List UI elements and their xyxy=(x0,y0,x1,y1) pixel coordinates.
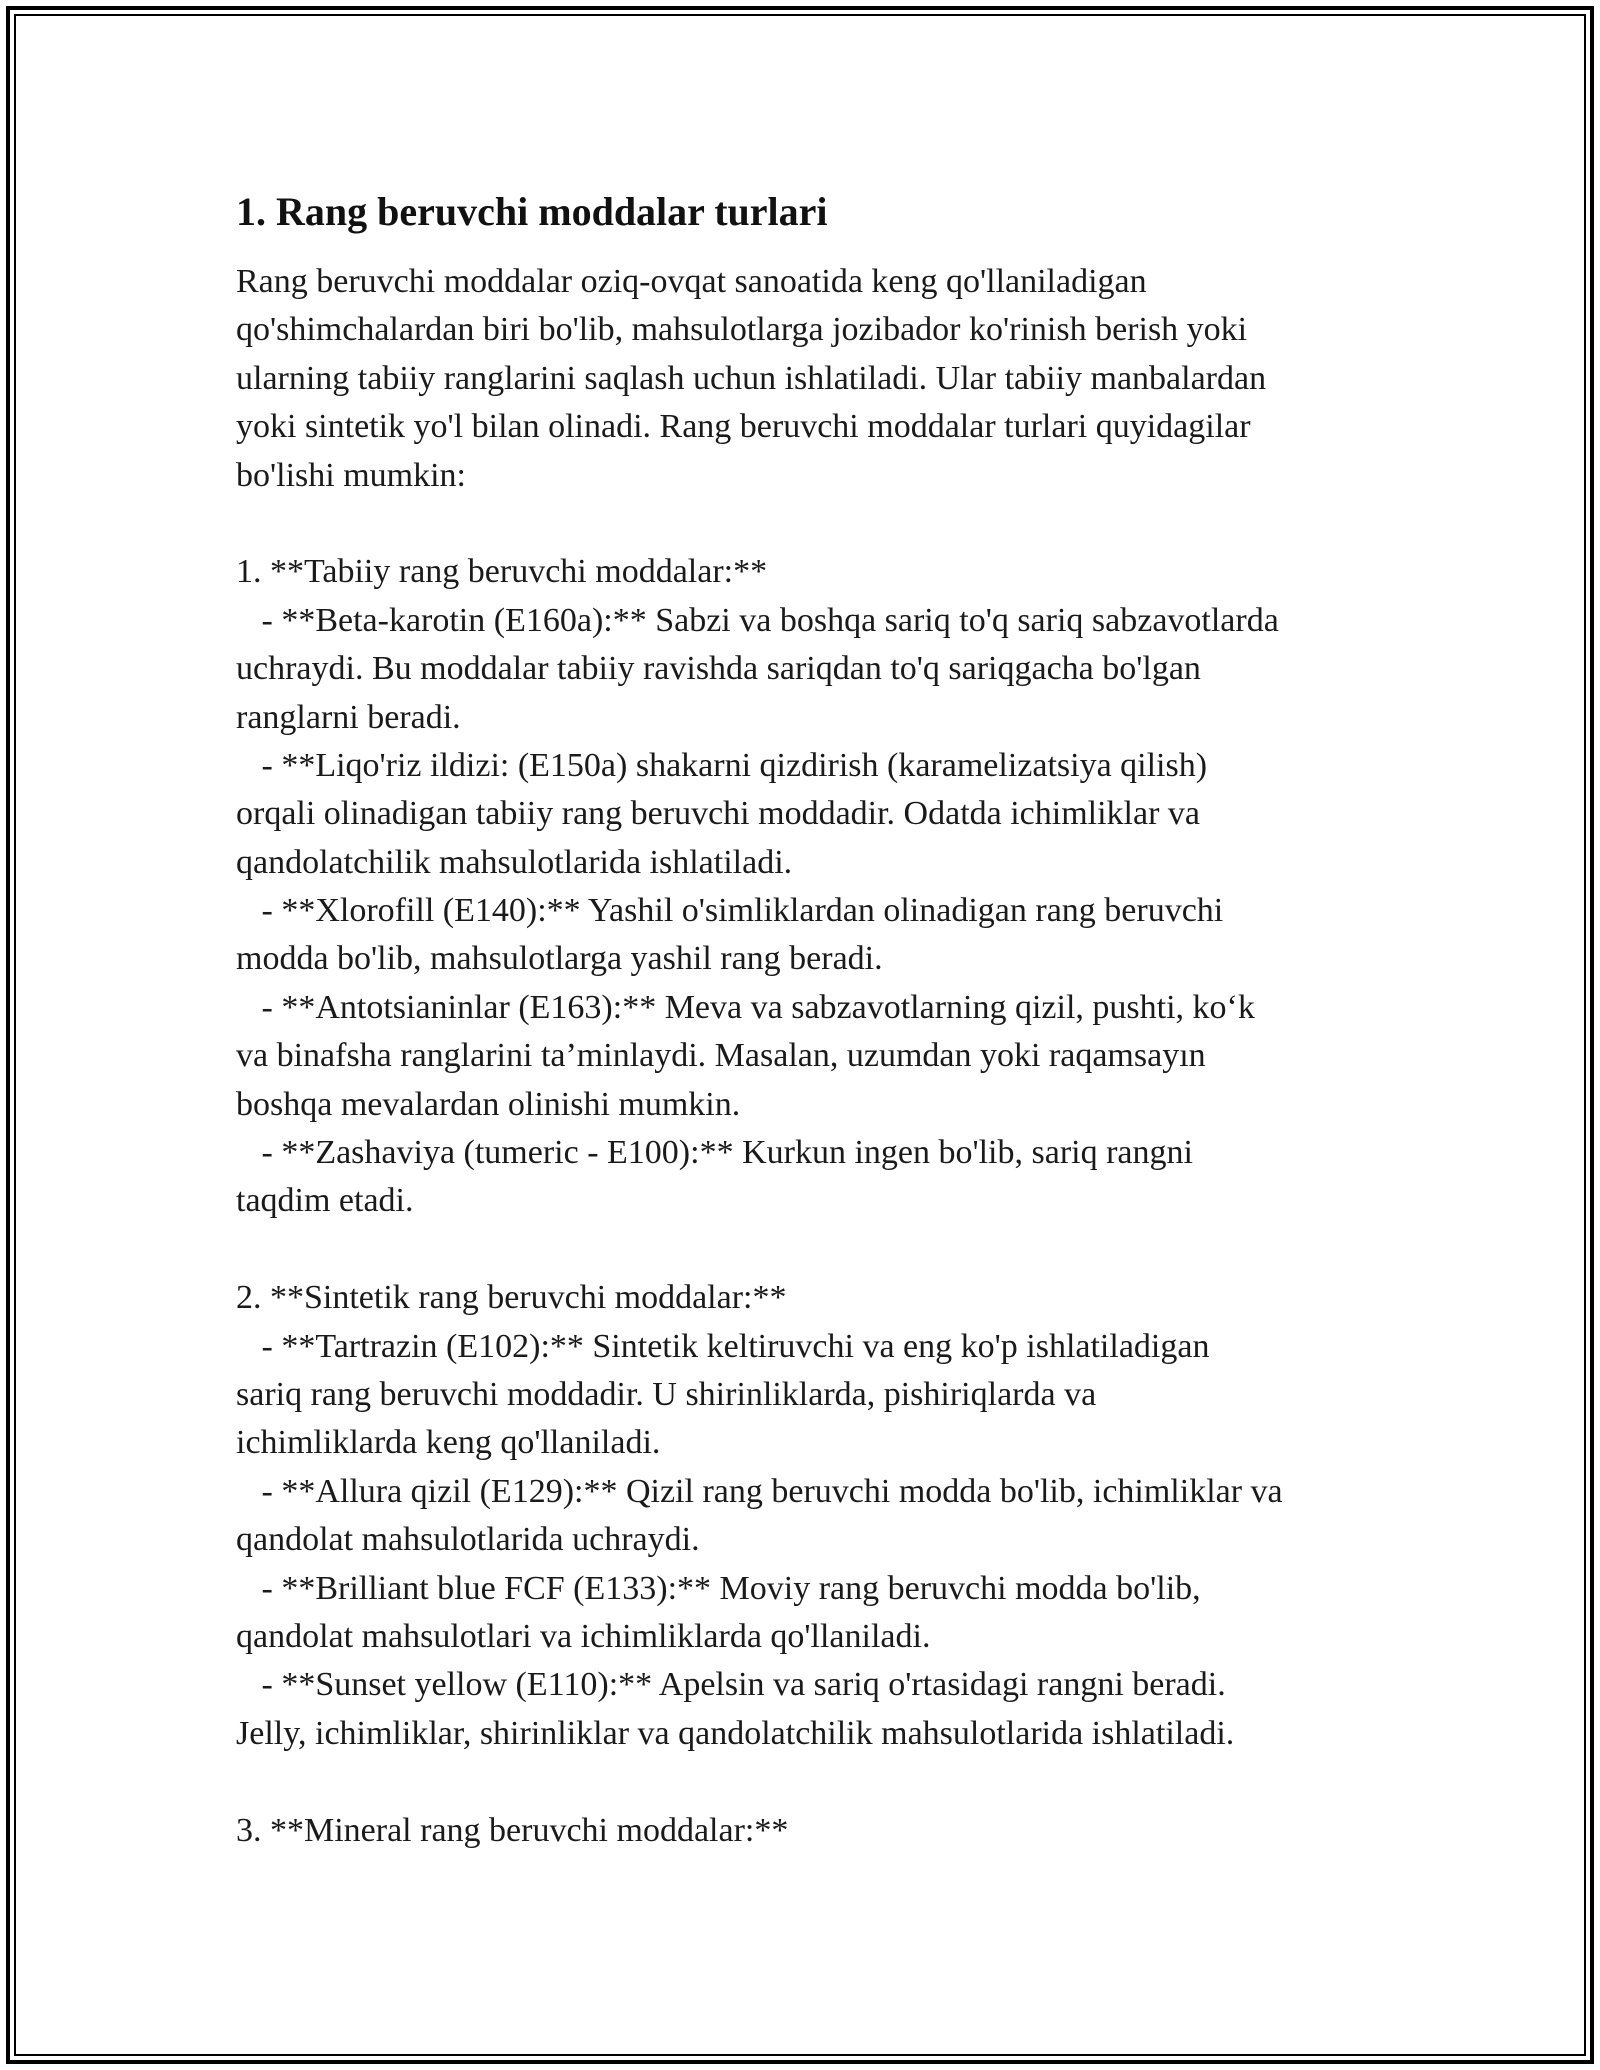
text-line: qo'shimchalardan biri bo'lib, mahsulotlarga jozibador ko'rinish berish yoki xyxy=(236,311,1248,349)
text-line: ularning tabiiy ranglarini saqlash uchun ishlatiladi. Ular tabiiy manbalardan xyxy=(236,359,1267,397)
text-line: qandolat mahsulotlarida uchraydi. xyxy=(236,1521,700,1559)
text-line: - **Tartrazin (E102):** Sintetik keltiruvchi va eng ko'p ishlatiladigan xyxy=(236,1327,1210,1365)
text-line: uchraydi. Bu moddalar tabiiy ravishda sariqdan to'q sariqgacha bo'lgan xyxy=(236,650,1201,688)
text-line: - **Sunset yellow (E110):** Apelsin va sariq o'rtasidagi rangni beradi. xyxy=(236,1666,1226,1704)
text-line: bo'lishi mumkin: xyxy=(236,456,466,494)
text-line: - **Xlorofill (E140):** Yashil o'simliklardan olinadigan rang beruvchi xyxy=(236,892,1224,930)
section-heading: 1. Rang beruvchi moddalar turlari xyxy=(236,189,828,234)
text-line: modda bo'lib, mahsulotlarga yashil rang beradi. xyxy=(236,940,883,978)
text-line: - **Allura qizil (E129):** Qizil rang beruvchi modda bo'lib, ichimliklar va xyxy=(236,1472,1283,1510)
paragraph-block xyxy=(236,258,1396,1855)
text-line: qandolat mahsulotlari va ichimliklarda qo'llaniladi. xyxy=(236,1617,931,1655)
text-line: 1. **Tabiiy rang beruvchi moddalar:** xyxy=(236,553,768,591)
text-line: - **Zashaviya (tumeric - E100):** Kurkun ingen bo'lib, sariq rangni xyxy=(236,1134,1193,1172)
text-line: ichimliklarda keng qo'llaniladi. xyxy=(236,1424,661,1462)
blank-line xyxy=(236,1226,1396,1274)
text-line: - **Brilliant blue FCF (E133):** Moviy rang beruvchi modda bo'lib, xyxy=(236,1569,1201,1607)
text-line: 2. **Sintetik rang beruvchi moddalar:** xyxy=(236,1279,787,1317)
text-line: yoki sintetik yo'l bilan olinadi. Rang beruvchi moddalar turlari quyidagilar xyxy=(236,408,1251,446)
text-line: boshqa mevalardan olinishi mumkin. xyxy=(236,1085,741,1123)
document-body xyxy=(236,188,1396,1855)
blank-line xyxy=(236,1758,1396,1806)
text-line: taqdim etadi. xyxy=(236,1182,414,1220)
text-line: orqali olinadigan tabiiy rang beruvchi moddadir. Odatda ichimliklar va xyxy=(236,795,1201,833)
text-line: va binafsha ranglarini ta’minlaydi. Masalan, uzumdan yoki raqamsayın xyxy=(236,1037,1206,1075)
blank-line xyxy=(236,500,1396,548)
text-line: - **Beta-karotin (E160a):** Sabzi va boshqa sariq to'q sariq sabzavotlarda xyxy=(236,601,1279,639)
text-line: Jelly, ichimliklar, shirinliklar va qandolatchilik mahsulotlarida ishlatiladi. xyxy=(236,1714,1235,1752)
text-line: 3. **Mineral rang beruvchi moddalar:** xyxy=(236,1811,789,1849)
text-line: Rang beruvchi moddalar oziq-ovqat sanoatida keng qo'llaniladigan xyxy=(236,263,1147,300)
text-line: - **Antotsianinlar (E163):** Meva va sabzavotlarning qizil, pushti, ko‘k xyxy=(236,988,1255,1026)
text-line: sariq rang beruvchi moddadir. U shirinliklarda, pishiriqlarda va xyxy=(236,1375,1097,1413)
text-line: ranglarni beradi. xyxy=(236,698,461,736)
text-line: - **Liqo'riz ildizi: (E150a) shakarni qizdirish (karamelizatsiya qilish) xyxy=(236,746,1208,784)
text-line: qandolatchilik mahsulotlarida ishlatiladi. xyxy=(236,843,793,881)
